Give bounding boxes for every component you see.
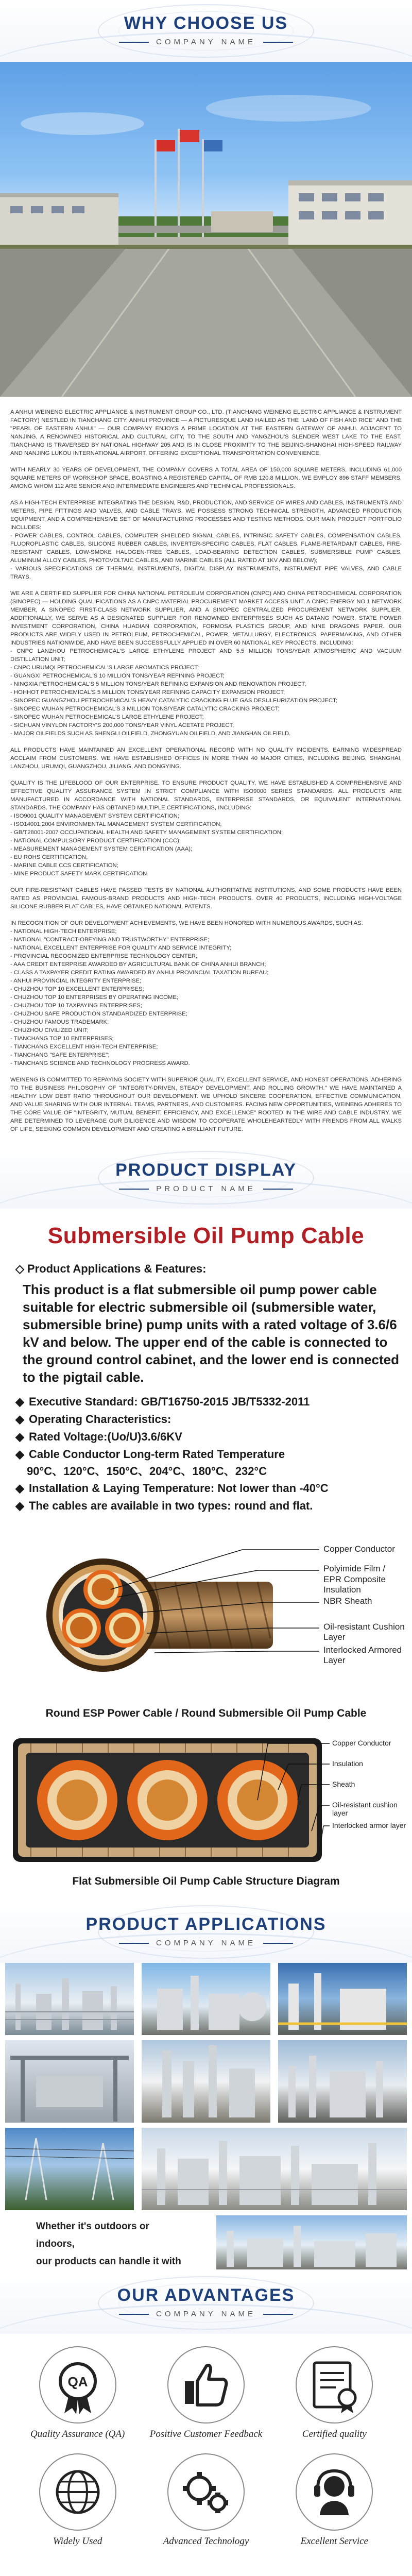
application-photo-refinery-2 <box>278 2040 407 2123</box>
application-photo-factory-hall <box>5 2040 134 2123</box>
section-subtitle: PRODUCT NAME <box>119 1184 293 1193</box>
section-subtitle: COMPANY NAME <box>119 2310 293 2318</box>
intro-paragraph: WEINENG IS COMMITTED TO REPAYING SOCIETY WITH SUPERIOR QUALITY, EXCELLENT SERVICE, AND HONEST OPERATIONS, ADHERING TO THE BUSINESS PHILOSOPHY OF "INTEGRITY-DRIVEN, STEADY DEVELOPMENT, AND ROLLING GROWTH." WE HAVE MAINTAINED A HEALTHY LOW DEBT RATIO THROUGHOUT OUR DEVELOPMENT. WE UPHOLD SINCERE COOPERATION, EFFECTIVE COMMUNICATION, AND VALUE SHARING WITH OUR INTERNAL TEAMS, PARTNERS, AND CUSTOMERS. FACING NEW OPPORTUNITIES, WEINENG ADHERES TO THE CORE VALUE OF "INTEGRITY, MUTUAL BENEFIT, EFFICIENCY, AND EXCELLENCE" ROOTED IN THE WIRE AND CABLE INDUSTRY. WE ARE DETERMINED TO LEVERAGE OUR DILIGENCE AND WISDOM TO COOPERATE WHOLEHEARTEDLY WITH FRIENDS FROM ALL WALKS OF LIFE, SEEKING COMMON DEVELOPMENT AND CREATING A BRILLIANT FUTURE. <box>10 1077 402 1132</box>
intro-list-item: - GB/T28001-2007 OCCUPATIONAL HEALTH AND SAFETY MANAGEMENT SYSTEM CERTIFICATION; <box>10 829 283 836</box>
intro-list-item: - CHUZHOU SAFE PRODUCTION STANDARDIZED ENTERPRISE; <box>10 1011 187 1017</box>
intro-paragraph: AS A HIGH-TECH ENTERPRISE INTEGRATING THE DESIGN, R&D, PRODUCTION, AND SERVICE OF WIRES AND CABLES, INSTRUMENTS AND METERS, PIPE FITTINGS AND VALVES, AND CABLE TRAYS, WE POSSESS STRONG TECHNICAL STRENGTH, ADVANCED PRODUCTION EQUIPMENT, AND A COMPREHENSIVE SET OF MANUFACTURING PROCESSES AND TESTING METHODS. OUR MAIN PRODUCT PORTFOLIO INCLUDES: <box>10 500 402 531</box>
intro-list-item: - ISO14001:2004 ENVIRONMENTAL MANAGEMENT SYSTEM CERTIFICATION; <box>10 821 222 827</box>
intro-list-item: - NATIONAL COMPULSORY PRODUCT CERTIFICATION (CCC); <box>10 838 181 844</box>
advantage-label: Quality Assurance (QA) <box>30 2429 125 2439</box>
svg-text:QA: QA <box>67 2374 88 2389</box>
product-display-banner <box>0 1147 412 1209</box>
section-subtitle: COMPANY NAME <box>119 1939 293 1947</box>
intro-list-item: - TIANCHANG EXCELLENT HIGH-TECH ENTERPRISE; <box>10 1044 158 1050</box>
intro-list-item: - CHUZHOU TOP 10 TAXPAYING ENTERPRISES; <box>10 1003 142 1009</box>
gears-icon <box>167 2453 245 2531</box>
product-name: Submersible Oil Pump Cable <box>47 1223 365 1248</box>
features-heading: ◇ Product Applications & Features: <box>15 1262 207 1275</box>
label-flat-insulation: Insulation <box>332 1759 363 1768</box>
round-cable-caption: Round ESP Power Cable / Round Submersible Oil Pump Cable <box>45 1707 367 1719</box>
intro-list-item: - ISO9001 QUALITY MANAGEMENT SYSTEM CERTIFICATION; <box>10 813 180 819</box>
label-polyimide-film: Polyimide Film / <box>323 1564 385 1573</box>
factory-photo <box>0 62 412 397</box>
intro-list-item: - POWER CABLES, CONTROL CABLES, COMPUTER SHIELDED SIGNAL CABLES, INTRINSIC SAFETY CABLES, COMPENSATION CABLES, FLUOROPLASTIC CABLES, SILICONE RUBBER CABLES, INVERTER-SPECIFIC CABLES, FLAT CABLES, FLAME-RETARDANT CABLES, FIRE-RESISTANT CABLES, LOW-SMOKE HALOGEN-FREE CABLES, LOAD-BEARING DETECTION CABLES, SUBMERSIBLE PUMP CABLES, ALUMINUM ALLOY CABLES, PHOTOVOLTAIC CABLES, AND MARINE CABLES (ALL RATED AT 1KV AND BELOW); <box>10 533 402 564</box>
globe-icon <box>39 2453 116 2531</box>
application-photo-power-lines <box>5 2128 134 2210</box>
temperature-values: 90°C、120°C、150°C、204°C、180°C、232°C <box>27 1465 267 1478</box>
advantage-customer-feedback <box>142 2346 270 2440</box>
company-introduction <box>0 397 412 1147</box>
advantages-grid <box>0 2334 412 2563</box>
flat-cable-diagram <box>0 1728 412 1872</box>
headset-icon <box>296 2453 373 2531</box>
intro-list-item: - CHUZHOU TOP 10 ENTERPRISES BY OPERATING INCOME; <box>10 994 178 1001</box>
advantage-excellent-service <box>270 2453 399 2547</box>
application-photo-chemical-plant <box>142 2128 407 2210</box>
intro-list-item: - TIANCHANG TOP 10 ENTERPRISES; <box>10 1036 114 1042</box>
intro-list-item: - MINE PRODUCT SAFETY MARK CERTIFICATION. <box>10 871 149 877</box>
intro-paragraph: IN RECOGNITION OF OUR DEVELOPMENT ACHIEVEMENTS, WE HAVE BEEN HONORED WITH NUMEROUS AWARDS, SUCH AS: <box>10 920 363 926</box>
intro-list-item: - CNPC LANZHOU PETROCHEMICAL'S LARGE ETHYLENE PROJECT AND 5.5 MILLION TONS/YEAR ATMOSPHERIC AND VACUUM DISTILLATION UNIT; <box>10 648 402 663</box>
label-cushion-layer: Oil-resistant Cushion Layer <box>323 1622 405 1642</box>
our-advantages-banner <box>0 2272 412 2334</box>
intro-list-item: - NATIONAL EXCELLENT ENTERPRISE FOR QUALITY AND SERVICE INTEGRITY; <box>10 945 232 951</box>
intro-list-item: - TIANCHANG SCIENCE AND TECHNOLOGY PROGRESS AWARD. <box>10 1060 190 1066</box>
label-flat-armor: Interlocked armor layer <box>332 1821 406 1829</box>
advantage-widely-used <box>13 2453 142 2547</box>
intro-list-item: - MEASUREMENT MANAGEMENT SYSTEM CERTIFICATION (AAA); <box>10 846 193 852</box>
advantage-label: Advanced Technology <box>163 2536 249 2547</box>
section-title: OUR ADVANTAGES <box>117 2285 295 2305</box>
intro-list-item: - CHUZHOU CIVILIZED UNIT; <box>10 1027 89 1033</box>
certificate-icon <box>296 2346 373 2424</box>
intro-paragraph: WE ARE A CERTIFIED SUPPLIER FOR CHINA NATIONAL PETROLEUM CORPORATION (CNPC) AND CHINA PETROCHEMICAL CORPORATION (SINOPEC) — HOLDING QUALIFICATIONS AS A CNPC MATERIAL PROCUREMENT MARKET ACCESS UNIT, A CNPC ENERGY NO.1 NETWORK MEMBER, A SINOPEC FIRST-CLASS NETWORK SUPPLIER, AND A SINOPEC CENTRALIZED PROCUREMENT NETWORK SUPPLIER. ADDITIONALLY, WE SERVE AS A DESIGNATED SUPPLIER FOR RENOWNED ENTERPRISES SUCH AS DATANG POWER, STATE POWER INVESTMENT CORPORATION, CHINA HUADIAN CORPORATION, FORMOSA PLASTICS GROUP, AND NINE DRAGONS PAPER. OUR PRODUCTS ARE WIDELY USED IN PETROLEUM, PETROCHEMICAL, POWER, METALLURGY, ELECTRONICS, PAPERMAKING, AND OTHER INDUSTRIES NATIONWIDE, AND HAVE BEEN SUCCESSFULLY APPLIED IN OVER 60 NATIONAL KEY PROJECTS, INCLUDING: <box>10 590 402 646</box>
section-title: PRODUCT APPLICATIONS <box>85 1914 327 1934</box>
intro-list-item: - CHUZHOU FAMOUS TRADEMARK; <box>10 1019 109 1025</box>
advantage-quality-assurance <box>13 2346 142 2440</box>
thumbs-up-icon <box>167 2346 245 2424</box>
intro-list-item: - MAJOR OILFIELDS SUCH AS SHENGLI OILFIELD, ZHONGYUAN OILFIELD, AND JIANGHAN OILFIELD. <box>10 731 291 737</box>
application-photo-refinery <box>5 1963 134 2035</box>
rated-voltage: ◆ Rated Voltage:(Uo/U)3.6/6KV <box>15 1430 182 1443</box>
section-title: PRODUCT DISPLAY <box>115 1160 297 1180</box>
intro-list-item: - SINOPEC WUHAN PETROCHEMICAL'S 3 MILLION TONS/YEAR CATALYTIC CRACKING PROJECT; <box>10 706 280 712</box>
label-flat-cushion: Oil-resistant cushion layer <box>332 1801 398 1817</box>
intro-list-item: - PROVINCIAL RECOGNIZED ENTERPRISE TECHNOLOGY CENTER; <box>10 953 198 959</box>
intro-list-item: - CHUZHOU TOP 10 EXCELLENT ENTERPRISES; <box>10 986 144 992</box>
application-photo-towers <box>142 2040 270 2123</box>
advantage-certified-quality <box>270 2346 399 2440</box>
section-subtitle: COMPANY NAME <box>119 38 293 46</box>
intro-list-item: - MARINE CABLE CCS CERTIFICATION; <box>10 862 118 869</box>
application-photo-facility <box>216 2215 407 2269</box>
qa-badge-icon <box>39 2346 116 2424</box>
intro-paragraph: WITH NEARLY 30 YEARS OF DEVELOPMENT, THE COMPANY COVERS A TOTAL AREA OF 150,000 SQUARE METERS, INCLUDING 61,000 SQUARE METERS OF WORKSHOP SPACE, BOASTING A REGISTERED CAPITAL OF RMB 120.8 MILLION. WE EMPLOY 896 STAFF MEMBERS, AMONG WHOM 112 ARE SENIOR AND INTERMEDIATE ENGINEERS AND TECHNICAL PROFESSIONALS. <box>10 467 402 489</box>
product-description: This product is a flat submersible oil pump power cable suitable for electric submersible oil (submersible water, submersible brine) pump units with a rated voltage of 3.6/6 kV and below. The upper end of the cable is connected to the ground control cabinet, and the lower end is connected to the pigtail cable. <box>23 1282 399 1385</box>
advantage-label: Certified quality <box>302 2429 367 2439</box>
product-features <box>0 1262 412 1515</box>
label-armored-layer: Interlocked Armored Layer <box>323 1645 402 1665</box>
application-photos <box>0 1963 412 2272</box>
intro-paragraph: ALL PRODUCTS HAVE MAINTAINED AN EXCELLENT OPERATIONAL RECORD WITH NO QUALITY INCIDENTS, EARNING WIDESPREAD ACCLAIM FROM CUSTOMERS. WE HAVE ESTABLISHED OFFICES IN MORE THAN 40 MAJOR CITIES, INCLUDING BEIJING, SHANGHAI, LANZHOU, URUMQI, GUANGZHOU, JILIANG, AND DONGYING. <box>10 747 402 770</box>
intro-list-item: - AAA CREDIT ENTERPRISE AWARDED BY AGRICULTURAL BANK OF CHINA ANHUI BRANCH; <box>10 961 266 968</box>
cable-types: ◆ The cables are available in two types: round and flat. <box>15 1499 313 1512</box>
advantage-label: Excellent Service <box>300 2536 368 2547</box>
operating-heading: ◆ Operating Characteristics: <box>15 1413 171 1426</box>
intro-list-item: - NATIONAL "CONTRACT-OBEYING AND TRUSTWORTHY" ENTERPRISE; <box>10 937 210 943</box>
intro-list-item: - ANHUI PROVINCIAL INTEGRITY ENTERPRISE; <box>10 978 142 984</box>
intro-list-item: - SICHUAN VINYLON FACTORY'S 200,000 TONS/YEAR VINYL ACETATE PROJECT; <box>10 722 234 728</box>
intro-list-item: - NATIONAL HIGH-TECH ENTERPRISE; <box>10 928 117 935</box>
label-nbr-sheath: NBR Sheath <box>323 1596 372 1606</box>
intro-paragraph: OUR FIRE-RESISTANT CABLES HAVE PASSED TESTS BY NATIONAL AUTHORITATIVE INSTITUTIONS, AND SOME PRODUCTS HAVE BEEN RATED AS PROVINCIAL FAMOUS-BRAND PRODUCTS AND HIGH-TECH PRODUCTS. OVER 40 PRODUCTS, INCLUDING HIGH-VOLTAGE SILICONE RUBBER FLAT CABLES, HAVE OBTAINED NATIONAL PATENTS. <box>10 887 402 910</box>
flat-cable-illustration <box>0 1728 412 1872</box>
intro-list-item: - EU ROHS CERTIFICATION; <box>10 854 88 860</box>
section-title: WHY CHOOSE US <box>124 13 288 33</box>
intro-paragraph: A ANHUI WEINENG ELECTRIC APPLIANCE & INSTRUMENT GROUP CO., LTD. (TIANCHANG WEINENG ELECTRIC APPLIANCE & INSTRUMENT FACTORY) NESTLED IN TIANCHANG CITY, ANHUI PROVINCE — A PICTURESQUE LAND HAILED AS THE "LAND OF FISH AND RICE" AND THE "PEARL OF EASTERN ANHUI" — OUR COMPANY ENJOYS A PRIME LOCATION AT THE EASTERN GATEWAY OF ANHUI. ADJACENT TO NANJING, A RENOWNED HISTORICAL AND CULTURAL CITY, TO THE SOUTH AND YANGZHOU'S SLENDER WEST LAKE TO THE EAST, TIANCHANG IS TRAVERSED BY NATIONAL HIGHWAY 205 AND IS IN CLOSE PROXIMITY TO THE BEIJING-SHANGHAI HIGH-SPEED RAILWAY AND NANJING LUKOU INTERNATIONAL AIRPORT, OFFERING EXCEPTIONAL TRANSPORTATION CONVENIENCE. <box>10 409 402 456</box>
temperature-heading: ◆ Cable Conductor Long-term Rated Temperature <box>15 1448 285 1461</box>
intro-list-item: - SINOPEC GUANGZHOU PETROCHEMICAL'S HEAVY CATALYTIC CRACKING FLUE GAS DESULFURIZATION PROJECT; <box>10 698 337 704</box>
intro-list-item: - SINOPEC WUHAN PETROCHEMICAL'S LARGE ETHYLENE PROJECT; <box>10 714 204 720</box>
advantage-advanced-technology <box>142 2453 270 2547</box>
application-photo-pipes <box>278 1963 407 2035</box>
product-applications-banner <box>0 1901 412 1963</box>
label-copper-conductor: Copper Conductor <box>323 1544 395 1554</box>
intro-list-item: - VARIOUS SPECIFICATIONS OF THERMAL INSTRUMENTS, DIGITAL DISPLAY INSTRUMENTS, INSTRUMENT PIPE VALVES, AND CABLE TRAYS. <box>10 566 402 580</box>
application-photo-plant <box>142 1963 270 2035</box>
executive-standard: ◆ Executive Standard: GB/T16750-2015 JB/T5332-2011 <box>15 1395 310 1408</box>
installation-temperature: ◆ Installation & Laying Temperature: Not lower than -40°C <box>15 1482 329 1495</box>
advantage-label: Widely Used <box>53 2536 102 2547</box>
applications-caption: Whether it's outdoors or indoors, our products can handle it with <box>36 2221 181 2267</box>
why-choose-us-banner <box>0 0 412 62</box>
intro-list-item: - GUANGXI PETROCHEMICAL'S 10 MILLION TONS/YEAR REFINING PROJECT; <box>10 673 225 679</box>
round-cable-diagram <box>0 1525 412 1705</box>
advantage-label: Positive Customer Feedback <box>149 2429 263 2439</box>
intro-list-item: - HOHHOT PETROCHEMICAL'S 5 MILLION TONS/YEAR REFINING CAPACITY EXPANSION PROJECT; <box>10 689 285 696</box>
label-epr-insulation: EPR Composite Insulation <box>323 1574 386 1595</box>
flat-cable-caption: Flat Submersible Oil Pump Cable Structure Diagram <box>72 1875 340 1887</box>
intro-list-item: - CNPC URUMQI PETROCHEMICAL'S LARGE AROMATICS PROJECT; <box>10 665 199 671</box>
label-flat-copper-conductor: Copper Conductor <box>332 1739 391 1747</box>
intro-list-item: - TIANCHANG "SAFE ENTERPRISE"; <box>10 1052 110 1058</box>
label-flat-sheath: Sheath <box>332 1780 355 1788</box>
intro-list-item: - NINGXIA PETROCHEMICAL'S 5 MILLION TONS/YEAR REFINING EXPANSION AND RENOVATION PROJECT; <box>10 681 306 687</box>
intro-paragraph: QUALITY IS THE LIFEBLOOD OF OUR ENTERPRISE. TO ENSURE PRODUCT QUALITY, WE HAVE ESTABLISHED A COMPREHENSIVE AND EFFECTIVE QUALITY ASSURANCE SYSTEM IN STRICT COMPLIANCE WITH ISO9000 SERIES STANDARDS. ALL PRODUCTS ARE MANUFACTURED IN ACCORDANCE WITH NATIONAL STANDARDS, ENTERPRISE STANDARDS, OR EQUIVALENT INTERNATIONAL STANDARDS. THE COMPANY HAS OBTAINED MULTIPLE CERTIFICATIONS, INCLUDING: <box>10 780 402 811</box>
intro-list-item: - CLASS A TAXPAYER CREDIT RATING AWARDED BY ANHUI PROVINCIAL TAXATION BUREAU; <box>10 970 269 976</box>
